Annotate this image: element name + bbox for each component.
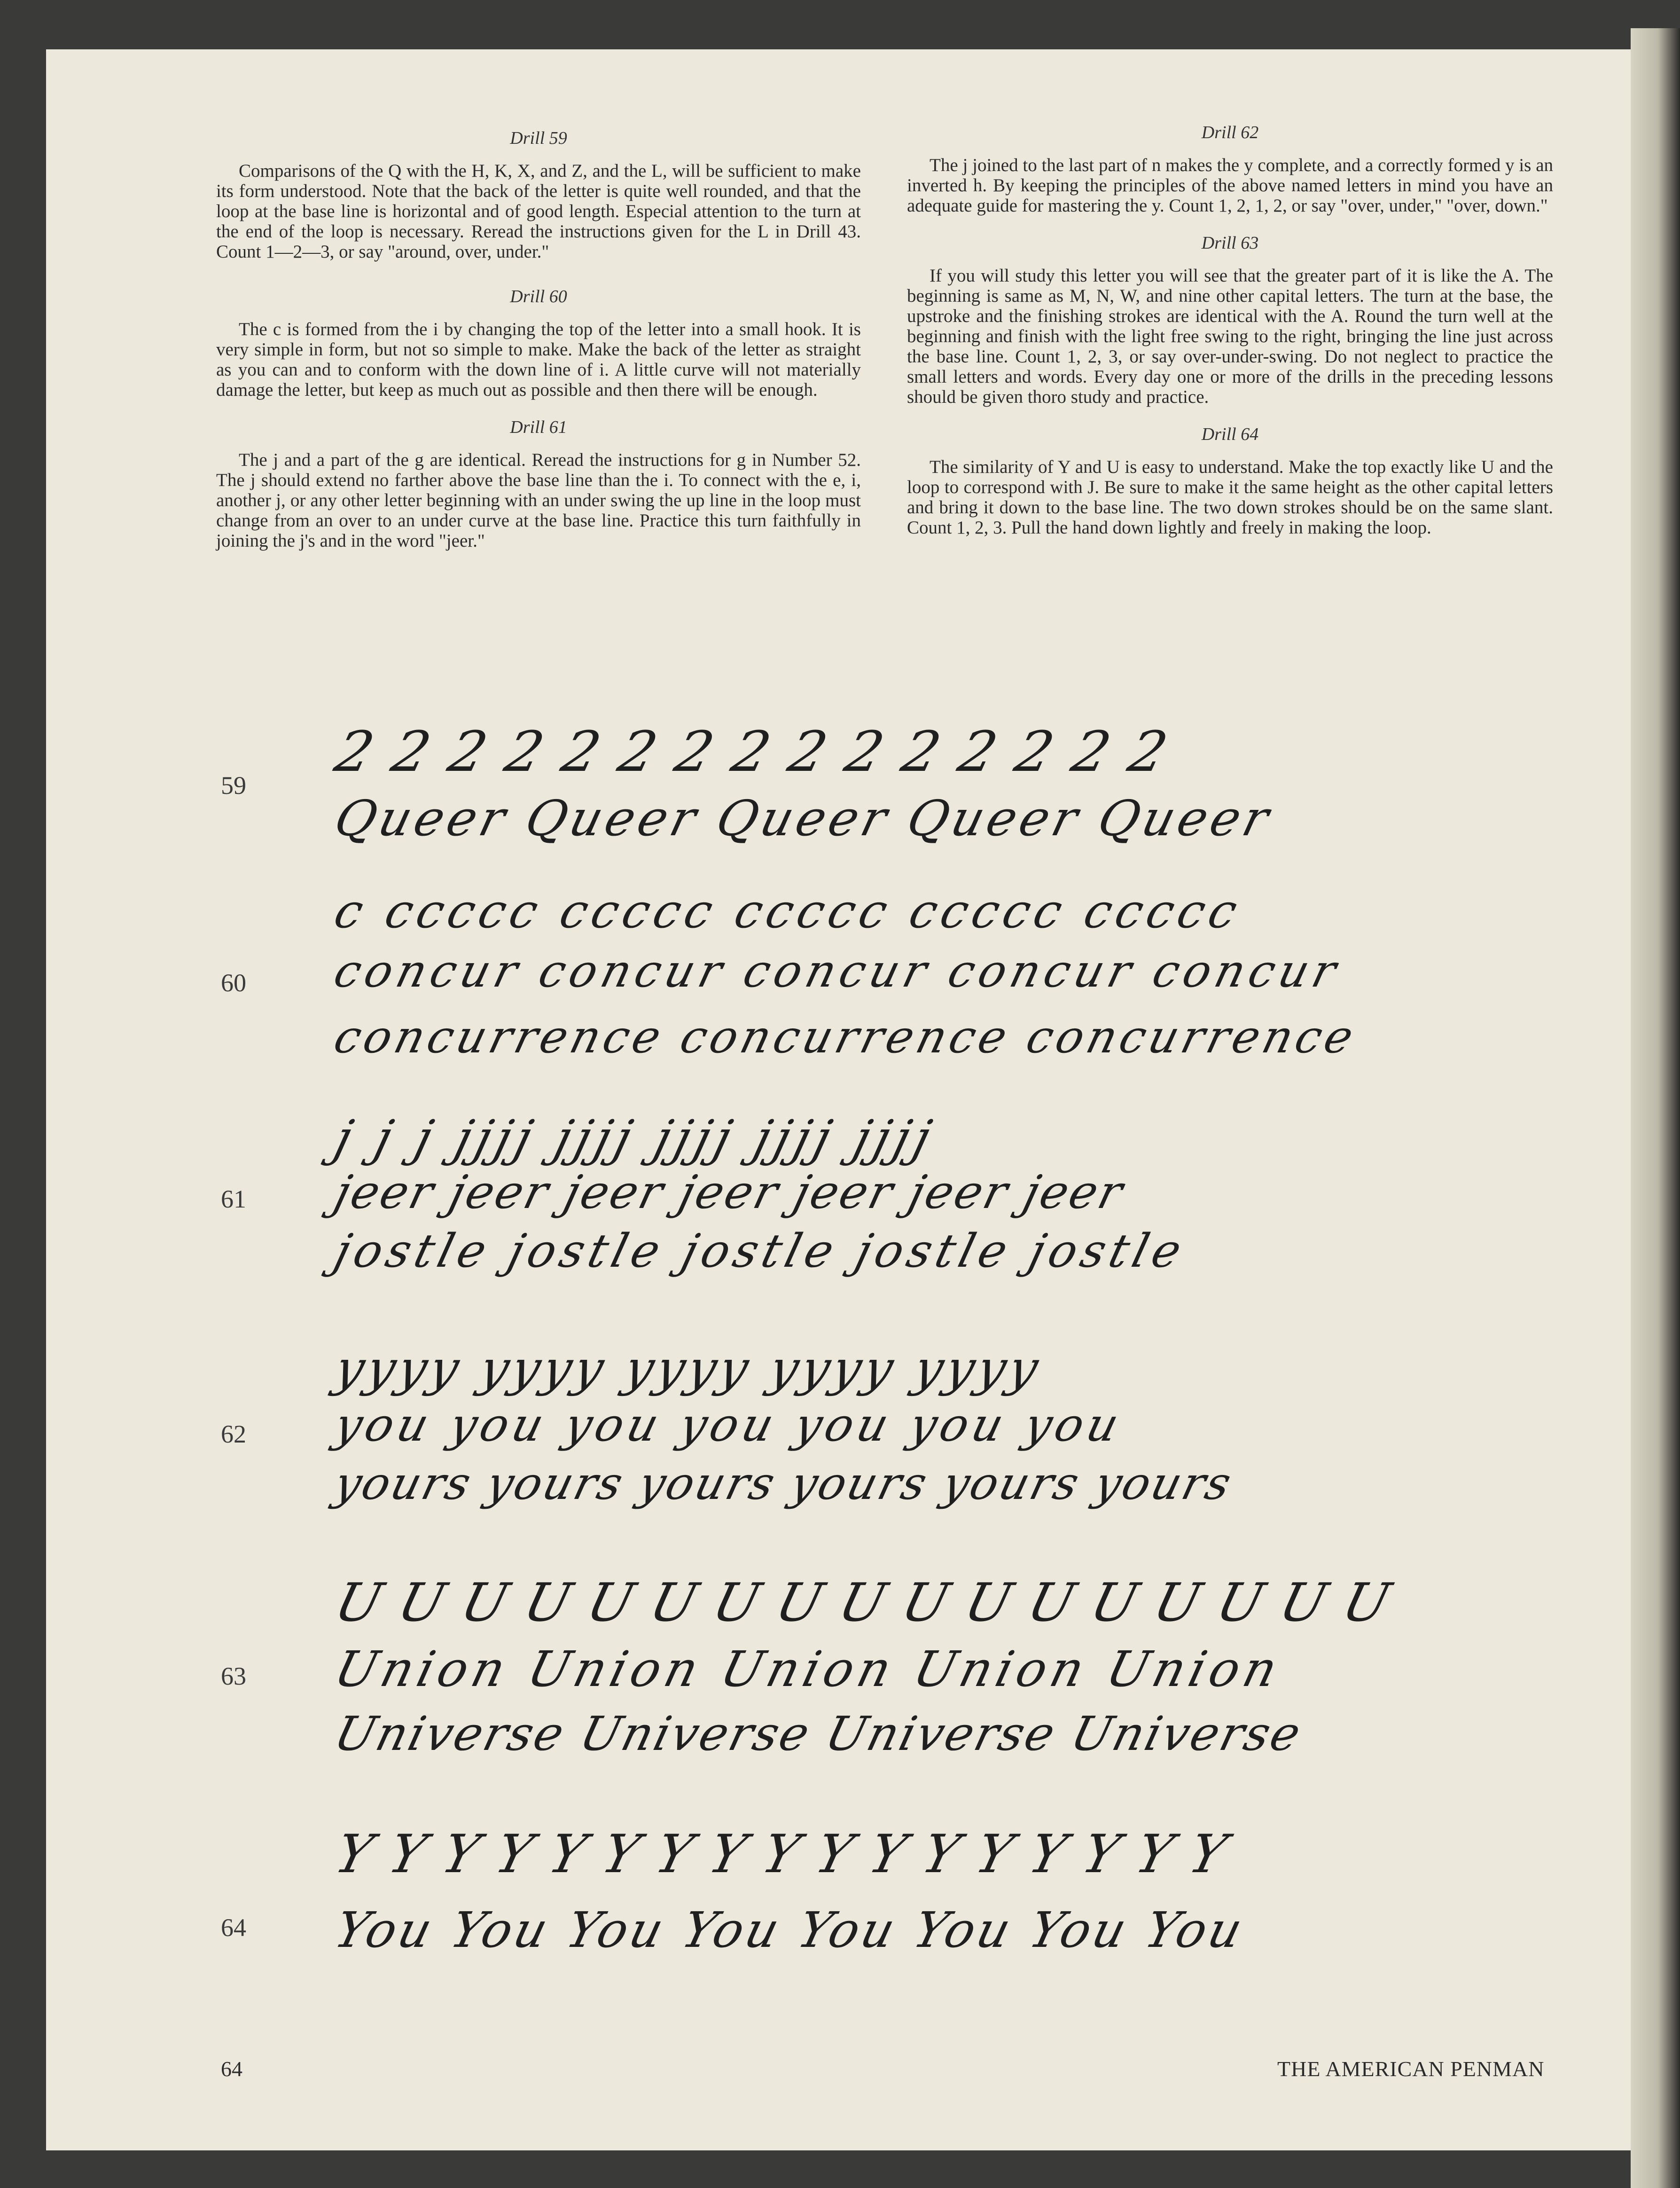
specimen-59 — [329, 719, 1560, 851]
script-line: Y Y Y Y Y Y Y Y Y Y Y Y Y Y Y Y Y — [329, 1824, 1234, 1885]
page-number: 64 — [221, 2057, 242, 2081]
drill-heading: Drill 64 — [1201, 424, 1259, 444]
drill-59-section — [216, 128, 861, 262]
drill-61-section — [216, 417, 861, 551]
specimen-label-63: 63 — [221, 1662, 246, 1690]
script-line: c ccccc ccccc ccccc ccccc ccccc — [329, 884, 1248, 939]
drill-heading: Drill 63 — [1201, 233, 1259, 253]
specimen-label-60: 60 — [221, 969, 246, 997]
script-line: j j j jjjj jjjj jjjj jjjj jjjj — [329, 1109, 942, 1167]
specimen-label-59: 59 — [221, 771, 246, 800]
drill-text: The j and a part of the g are identical. Reread the instructions for g in Number 52. The j should extend no farther above the base line than the i. To connect with the e, i, another j, or any other letter beginning with an under swing the up line in the loop must change from an over to an under curve at the base line. Practice this turn faithfully in joining the j's and in the word "jeer." — [216, 450, 861, 551]
drill-60-section — [216, 286, 861, 400]
book-spine — [1631, 28, 1680, 2188]
script-line: you you you you you you you — [329, 1398, 1128, 1452]
drill-62-section — [907, 122, 1553, 216]
drill-63-section — [907, 233, 1553, 407]
drill-heading: Drill 60 — [510, 287, 567, 306]
script-line: concur concur concur concur concur — [329, 945, 1346, 997]
drill-text: If you will study this letter you will see that the greater part of it is like the A. The beginning is same as M, N, W, and nine other capital letters. The turn at the base, the upstroke and the finishing strokes are identical with the A. Round the turn well at the beginning and finish with the light free swing to the right, bringing the line just across the base line. Count 1, 2, 3, or say over-under-swing. Do not neglect to practice the small letters and words. Every day one or more of the drills in the preceding lessons should be given thoro study and practice. — [907, 266, 1553, 407]
drill-heading: Drill 61 — [510, 417, 567, 437]
specimen-63 — [329, 1572, 1560, 1774]
drill-text: The j joined to the last part of n makes the y complete, and a correctly formed y is an inverted h. By keeping the principles of the above named letters in mind you have an adequate guide for mastering the y. Count 1, 2, 1, 2, or say "over, under," "over, down." — [907, 155, 1553, 216]
drill-text: Comparisons of the Q with the H, K, X, and Z, and the L, will be sufficient to make its form understood. Note that the back of the letter is quite well rounded, and that the loop at the base line is horizontal and of good length. Especial attention to the turn at the end of the loop is necessary. Reread the instructions given for the L in Drill 43. Count 1—2—3, or say "around, over, under." — [216, 161, 861, 262]
drill-64-section — [907, 424, 1553, 538]
left-text-column — [216, 128, 861, 568]
specimen-label-61: 61 — [221, 1185, 246, 1213]
script-line: concurrence concurrence concurrence — [329, 1011, 1362, 1063]
script-line: 2 2 2 2 2 2 2 2 2 2 2 2 2 2 2 — [329, 719, 1176, 784]
script-line: yours yours yours yours yours yours — [329, 1457, 1238, 1510]
right-text-column — [907, 122, 1553, 555]
script-line: U U U U U U U U U U U U U U U U U — [329, 1572, 1397, 1633]
script-line: Universe Universe Universe Universe — [329, 1706, 1308, 1761]
drill-heading: Drill 59 — [510, 128, 567, 148]
specimen-62 — [329, 1340, 1560, 1528]
drill-text: The similarity of Y and U is easy to understand. Make the top exactly like U and the loop to correspond with J. Be sure to make it the same height as the other capital letters and bring it down to the base line. The two down strokes should be on the same slant. Count 1, 2, 3. Pull the hand down lightly and freely in making the loop. — [907, 457, 1553, 538]
specimen-60 — [329, 884, 1560, 1081]
script-line: Union Union Union Union Union — [329, 1640, 1288, 1698]
drill-text: The c is formed from the i by changing the top of the letter into a small hook. It is very simple in form, but not so simple to make. Make the back of the letter as straight as you can and to conform with the down line of i. A little curve will not materially damage the letter, but keep as much out as possible and then there will be enough. — [216, 319, 861, 400]
specimen-64 — [329, 1824, 1560, 1979]
script-line: You You You You You You You You — [329, 1901, 1251, 1959]
script-line: jeer jeer jeer jeer jeer jeer jeer — [329, 1166, 1130, 1219]
running-title: THE AMERICAN PENMAN — [1277, 2057, 1545, 2081]
specimen-label-64: 64 — [221, 1914, 246, 1942]
script-line: yyyy yyyy yyyy yyyy yyyy — [329, 1340, 1048, 1397]
script-line: Queer Queer Queer Queer Queer — [329, 790, 1278, 847]
drill-heading: Drill 62 — [1201, 123, 1259, 142]
specimen-label-62: 62 — [221, 1420, 246, 1448]
specimen-61 — [329, 1109, 1560, 1297]
script-line: jostle jostle jostle jostle jostle — [329, 1224, 1192, 1278]
